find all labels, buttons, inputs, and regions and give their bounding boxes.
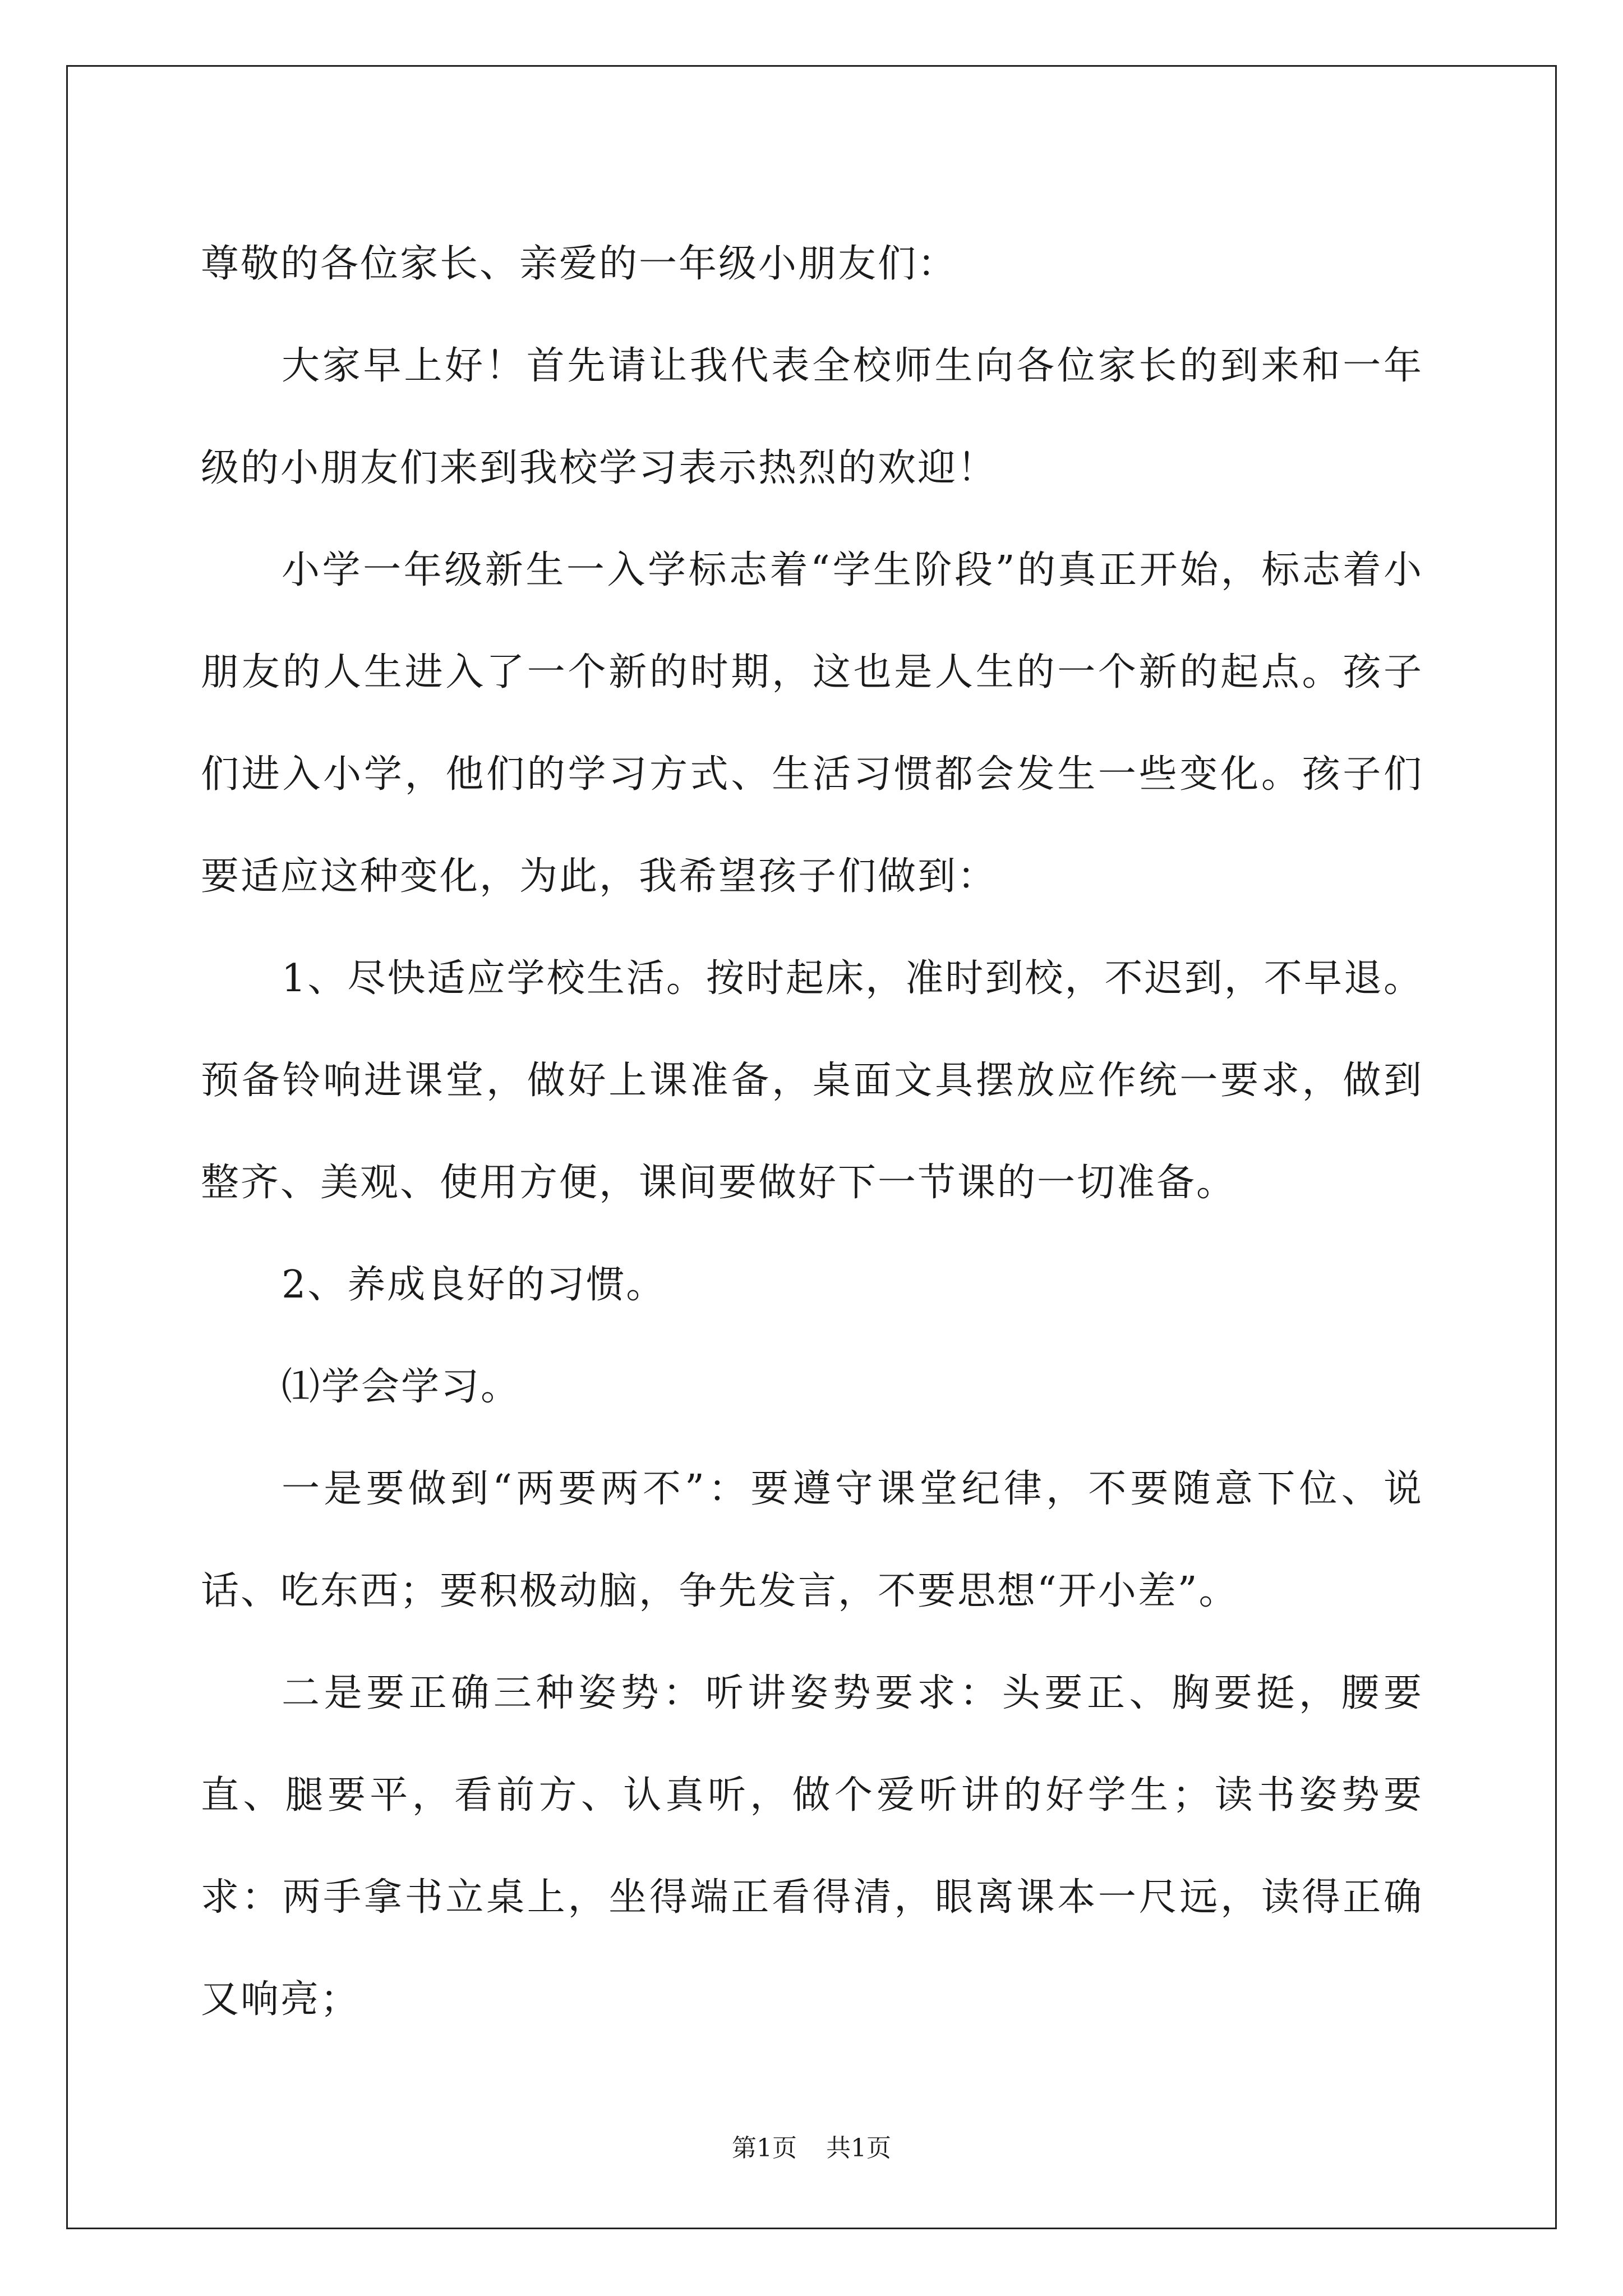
- document-body: [201, 213, 1423, 2051]
- paragraph-item-1: 1、尽快适应学校生活。按时起床，准时到校，不迟到，不早退。预备铃响进课堂，做好上课准备，桌面文具摆放应作统一要求，做到整齐、美观、使用方便，课间要做好下一节课的一切准备。: [201, 956, 1423, 1205]
- paragraph-greeting: 大家早上好！首先请让我代表全校师生向各位家长的到来和一年级的小朋友们来到我校学习表示热烈的欢迎！: [201, 344, 1423, 490]
- paragraph-intro: 小学一年级新生一入学标志着“学生阶段”的真正开始，标志着小朋友的人生进入了一个新的时期，这也是人生的一个新的起点。孩子们进入小学，他们的学习方式、生活习惯都会发生一些变化。孩子们要适应这种变化，为此，我希望孩子们做到：: [201, 548, 1423, 899]
- paragraph-item-2: 2、养成良好的习惯。: [282, 1263, 666, 1307]
- page-total: 共1页: [826, 2134, 891, 2162]
- page-number: 第1页: [732, 2134, 797, 2162]
- paragraph-point-2: 二是要正确三种姿势：听讲姿势要求：头要正、胸要挺，腰要直、腿要平，看前方、认真听，做个爱听讲的好学生；读书姿势要求：两手拿书立桌上，坐得端正看得清，眼离课本一尺远，读得正确又响亮；: [201, 1671, 1423, 2022]
- page-footer: [0, 2132, 1623, 2165]
- paragraph-point-1: 一是要做到“两要两不”：要遵守课堂纪律，不要随意下位、说话、吃东西；要积极动脑，争先发言，不要思想“开小差”。: [201, 1467, 1423, 1613]
- salutation: 尊敬的各位家长、亲爱的一年级小朋友们：: [201, 242, 958, 286]
- paragraph-subitem-1: ⑴学会学习。: [282, 1365, 521, 1409]
